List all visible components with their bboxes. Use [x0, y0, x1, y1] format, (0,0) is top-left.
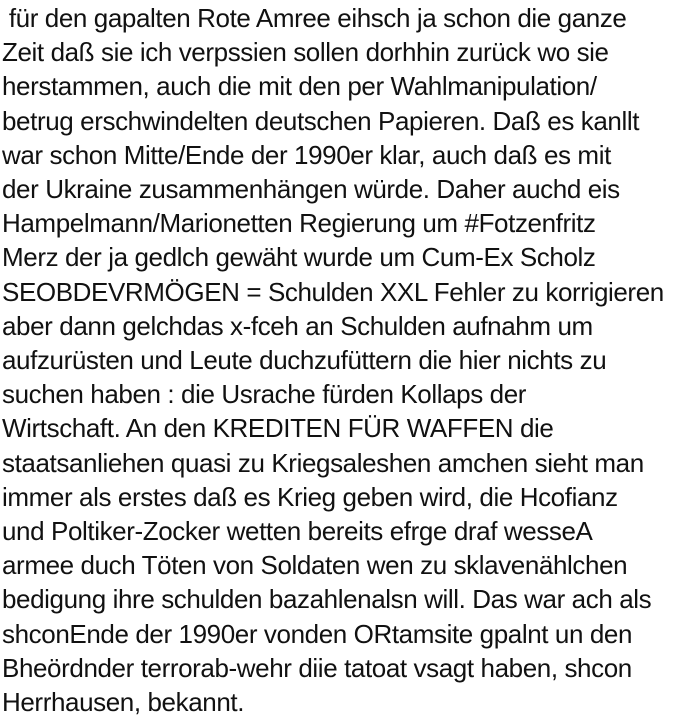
text-line: Zeit daß sie ich verpssien sollen dorhhin zurück wo sie	[2, 37, 609, 68]
text-line: immer als erstes daß es Krieg geben wird, die Hcofianz	[2, 481, 618, 512]
text-line: Merz der ja gedlch gewäht wurde um Cum-Ex Scholz	[2, 242, 596, 273]
text-line: Hampelmann/Marionetten Regierung um #Fotzenfritz	[2, 208, 596, 239]
text-line: SEOBDEVRMÖGEN = Schulden XXL Fehler zu korrigieren	[2, 276, 664, 307]
text-line: armee duch Töten von Soldaten wen zu sklavenählchen	[2, 550, 628, 581]
text-line: der Ukraine zusammenhängen würde. Daher auchd eis	[2, 174, 620, 205]
text-line: shconEnde der 1990er vonden ORtamsite gpalnt un den	[2, 618, 633, 649]
text-line: und Poltiker-Zocker wetten bereits efrge draf wesseA	[2, 516, 593, 547]
text-line: war schon Mitte/Ende der 1990er klar, auch daß es mit	[2, 139, 611, 170]
text-line: aber dann gelchdas x-fceh an Schulden aufnahm um	[2, 310, 593, 341]
text-line: Bheördnder terrorab-wehr diie tatoat vsagt haben, shcon	[2, 652, 632, 683]
text-line: betrug erschwindelten deutschen Papieren. Daß es kanllt	[2, 105, 640, 136]
text-line: herstammen, auch die mit den per Wahlmanipulation/	[2, 71, 597, 102]
text-line: Wirtschaft. An den KREDITEN FÜR WAFFEN die	[2, 413, 554, 444]
text-line: Herrhausen, bekannt.	[2, 687, 245, 718]
text-line: für den gapalten Rote Amree eihsch ja schon die ganze	[2, 3, 627, 33]
text-line: staatsanliehen quasi zu Kriegsaleshen amchen sieht man	[2, 447, 644, 478]
text-line: aufzurüsten und Leute duchzufüttern die hier nichts zu	[2, 345, 607, 376]
text-line: suchen haben : die Usrache fürden Kollaps der	[2, 379, 527, 410]
text-line: bedigung ihre schulden bazahlenalsn will. Das war ach als	[2, 584, 652, 615]
